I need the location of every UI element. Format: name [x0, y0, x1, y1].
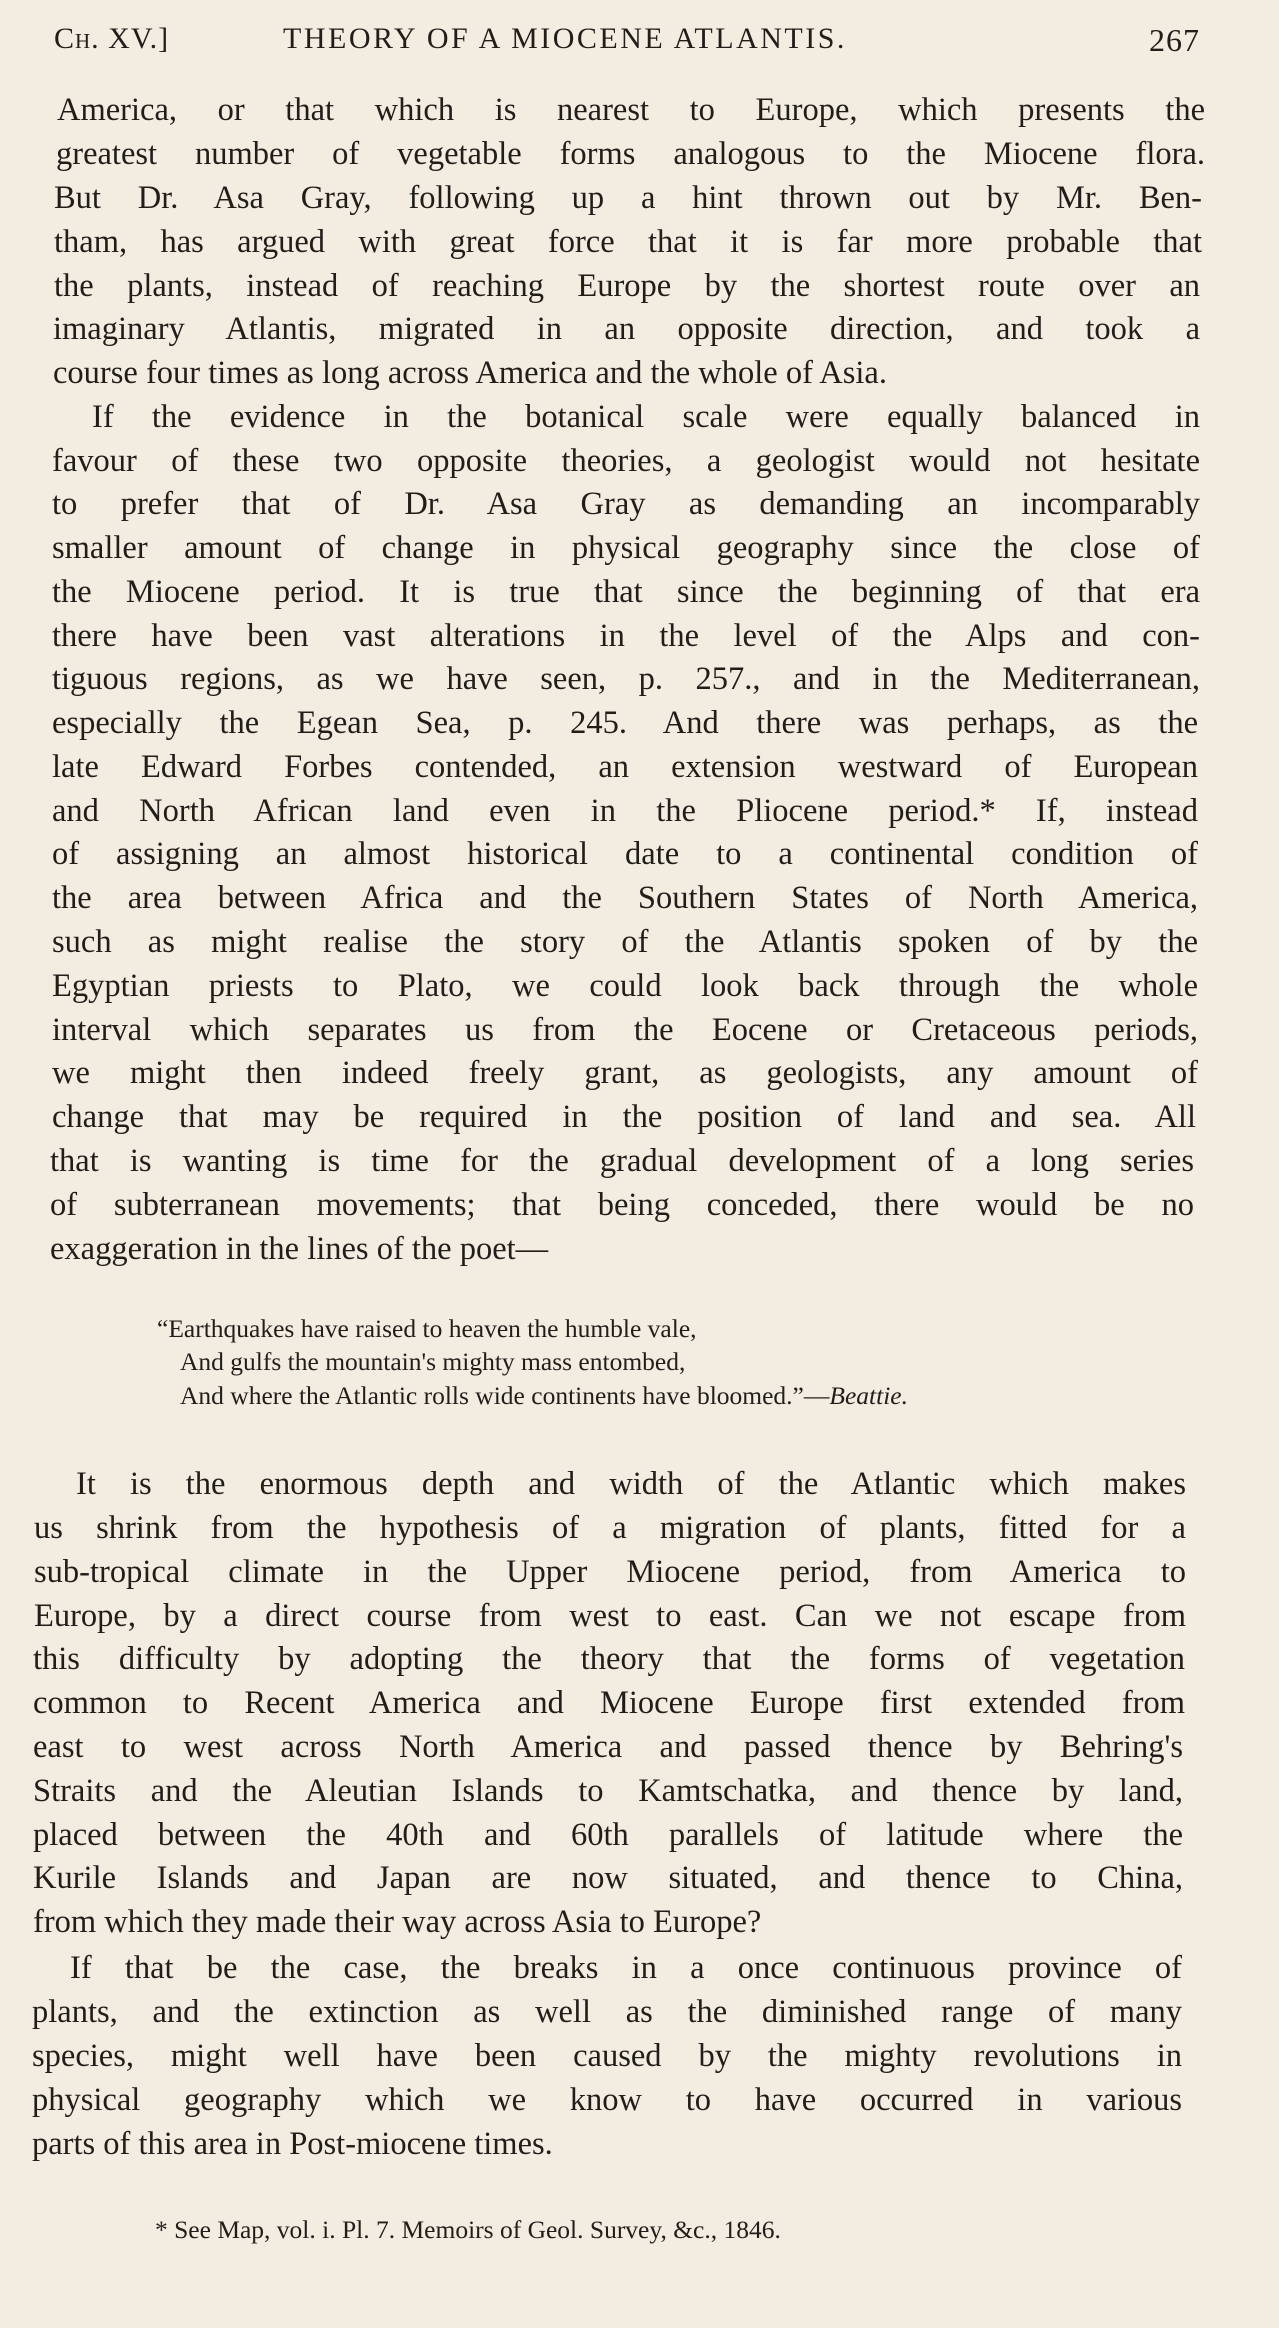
text-line: smaller amount of change in physical geography since the close of	[52, 530, 1200, 566]
text-line: common to Recent America and Miocene Europe first extended from	[33, 1685, 1185, 1721]
running-title: THEORY OF A MIOCENE ATLANTIS.	[283, 22, 847, 55]
text-line: Straits and the Aleutian Islands to Kamtschatka, and thence by land,	[33, 1773, 1183, 1809]
text-line: Europe, by a direct course from west to east. Can we not escape from	[34, 1598, 1186, 1634]
text-line: there have been vast alterations in the level of the Alps and con-	[52, 618, 1200, 654]
quote-line: “Earthquakes have raised to heaven the humble vale,	[157, 1314, 697, 1343]
text-line: the area between Africa and the Southern States of North America,	[52, 880, 1198, 916]
text-line: we might then indeed freely grant, as geologists, any amount of	[52, 1055, 1198, 1091]
text-line: late Edward Forbes contended, an extension westward of European	[52, 749, 1198, 785]
text-line: this difficulty by adopting the theory that the forms of vegetation	[33, 1641, 1185, 1677]
text-line: such as might realise the story of the Atlantis spoken of by the	[52, 924, 1198, 960]
text-line: tham, has argued with great force that it is far more probable that	[54, 224, 1202, 260]
footnote: * See Map, vol. i. Pl. 7. Memoirs of Geol. Survey, &c., 1846.	[155, 2215, 781, 2244]
text-line: interval which separates us from the Eocene or Cretaceous periods,	[52, 1012, 1198, 1048]
quote-line	[180, 1378, 908, 1414]
text-line: Egyptian priests to Plato, we could look back through the whole	[52, 968, 1198, 1004]
text-line: the plants, instead of reaching Europe by the shortest route over an	[54, 268, 1200, 304]
text-line: If the evidence in the botanical scale were equally balanced in	[92, 399, 1200, 435]
chapter-label: Ch. XV.]	[54, 22, 170, 55]
text-line: of subterranean movements; that being conceded, there would be no	[50, 1187, 1194, 1223]
text-line: from which they made their way across Asia to Europe?	[33, 1904, 762, 1940]
text-line: especially the Egean Sea, p. 245. And there was perhaps, as the	[52, 705, 1198, 741]
text-line: parts of this area in Post-miocene times.	[32, 2126, 553, 2162]
text-line: favour of these two opposite theories, a geologist would not hesitate	[52, 443, 1200, 479]
text-line: If that be the case, the breaks in a once continuous province of	[70, 1950, 1182, 1986]
text-line: course four times as long across America and the whole of Asia.	[53, 355, 887, 391]
text-line: sub-tropical climate in the Upper Miocene period, from America to	[34, 1554, 1186, 1590]
text-line: placed between the 40th and 60th parallels of latitude where the	[33, 1817, 1183, 1853]
text-line: It is the enormous depth and width of the Atlantic which makes	[76, 1466, 1186, 1502]
text-line: America, or that which is nearest to Europe, which presents the	[57, 92, 1205, 128]
quote-text: And where the Atlantic rolls wide continents have bloomed.”—	[180, 1381, 830, 1410]
text-line: tiguous regions, as we have seen, p. 257., and in the Mediterranean,	[52, 661, 1200, 697]
page-number: 267	[1149, 22, 1200, 58]
text-line: exaggeration in the lines of the poet—	[50, 1231, 549, 1267]
text-line: Kurile Islands and Japan are now situated, and thence to China,	[33, 1860, 1183, 1896]
text-line: and North African land even in the Pliocene period.* If, instead	[52, 793, 1198, 829]
text-line: the Miocene period. It is true that since the beginning of that era	[52, 574, 1200, 610]
text-line: imaginary Atlantis, migrated in an opposite direction, and took a	[53, 311, 1200, 347]
text-line: east to west across North America and passed thence by Behring's	[33, 1729, 1183, 1765]
text-line: change that may be required in the position of land and sea. All	[52, 1099, 1196, 1135]
text-line: of assigning an almost historical date to a continental condition of	[52, 836, 1198, 872]
text-line: greatest number of vegetable forms analogous to the Miocene flora.	[56, 136, 1205, 172]
text-line: species, might well have been caused by the mighty revolutions in	[32, 2038, 1182, 2074]
text-line: physical geography which we know to have occurred in various	[32, 2082, 1182, 2118]
quote-attribution: Beattie.	[829, 1381, 908, 1410]
text-line: that is wanting is time for the gradual development of a long series	[50, 1143, 1194, 1179]
text-line: plants, and the extinction as well as the diminished range of many	[32, 1994, 1182, 2030]
text-line: to prefer that of Dr. Asa Gray as demanding an incomparably	[52, 486, 1200, 522]
text-line: But Dr. Asa Gray, following up a hint thrown out by Mr. Ben-	[54, 180, 1202, 216]
quote-line: And gulfs the mountain's mighty mass entombed,	[180, 1347, 686, 1376]
text-line: us shrink from the hypothesis of a migration of plants, fitted for a	[34, 1510, 1186, 1546]
running-header	[50, 22, 1200, 62]
